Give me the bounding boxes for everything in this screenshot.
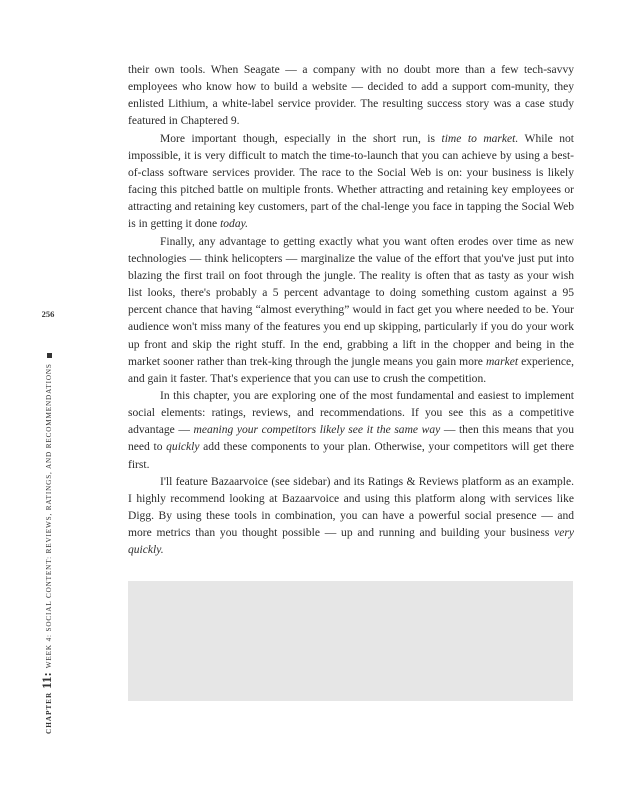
sidebar-box: [128, 581, 573, 701]
text-run: add these components to your plan. Otherwise, your competitors will get there first.: [128, 441, 574, 471]
paragraph: [128, 131, 574, 234]
paragraph: [128, 388, 574, 474]
text-run: their own tools. When Seagate — a company with no doubt more than a few tech-savvy employees who know how to build a website — decided to add a support com-munity, they enlisted Lithium, a white-label service provider. The resulting success story was a case study featured in Chaptered 9.: [128, 64, 574, 128]
paragraph: [128, 234, 574, 388]
square-bullet-icon: [47, 353, 52, 358]
page-number: 256: [41, 309, 55, 319]
text-run: experience, and gain it faster. That's experience that you can use to crush the competition.: [128, 355, 574, 385]
running-head-chapter-word: CHAPTER: [45, 691, 53, 734]
italic-text: market: [485, 355, 519, 368]
text-run: More important though, especially in the short run, is: [160, 132, 442, 145]
italic-text: very quickly.: [128, 527, 574, 557]
paragraph: [128, 474, 574, 560]
running-head: [39, 324, 59, 734]
text-run: I'll feature Bazaarvoice (see sidebar) and its Ratings & Reviews platform as an example. I highly recommend looking at Bazaarvoice and using this platform along with services like Digg. By using these tools in combination, you can have a powerful social presence — and more metrics than you thought possible — up and running and building your business: [128, 475, 574, 540]
text-run: While not impossible, it is very difficult to match the time-to-launch that you can achieve by using a best-of-class software services provider. The race to the Social Web is on: your business is likely facing this pitched battle on multiple fronts. Whether attracting and retaining key employees or attracting and retaining key customers, part of the chal-lenge you face in tapping the Social Web is in getting it done: [128, 132, 574, 231]
italic-text: today.: [220, 218, 248, 231]
text-run: In this chapter, you are exploring one of the most fundamental and easiest to implement social elements: ratings, reviews, and recommendations. If you see this as a competitive advantage —: [128, 389, 574, 437]
italic-text: quickly: [166, 441, 200, 454]
running-head-title: WEEK 4: SOCIAL CONTENT: REVIEWS, RATINGS, AND RECOMMENDATIONS: [45, 363, 53, 669]
text-run: Finally, any advantage to getting exactly what you want often erodes over time as new technologies — think helicopters — marginalize the value of the effort that you've just put into blazing the first trail on foot through the jungle. The reality is often that as tasty as your wish list looks, there's probably a 5 percent advantage to doing something custom against a 95 percent chance that having “almost everything” would in fact get you where needed to be. Your audience won't miss many of the features you end up skipping, particularly if you do your work up front and skip the right stuff. In the end, grabbing a lift in the chopper and being in the market sooner rather than trek-king through the jungle means you gain more: [128, 235, 574, 368]
text-run: — then this means that you need to: [128, 424, 574, 454]
running-head-chapter-number: 11:: [39, 672, 54, 689]
paragraph: [128, 62, 574, 131]
italic-text: time to market.: [441, 132, 519, 145]
italic-text: meaning your competitors likely see it the same way: [193, 424, 441, 437]
body-text: [128, 62, 574, 560]
